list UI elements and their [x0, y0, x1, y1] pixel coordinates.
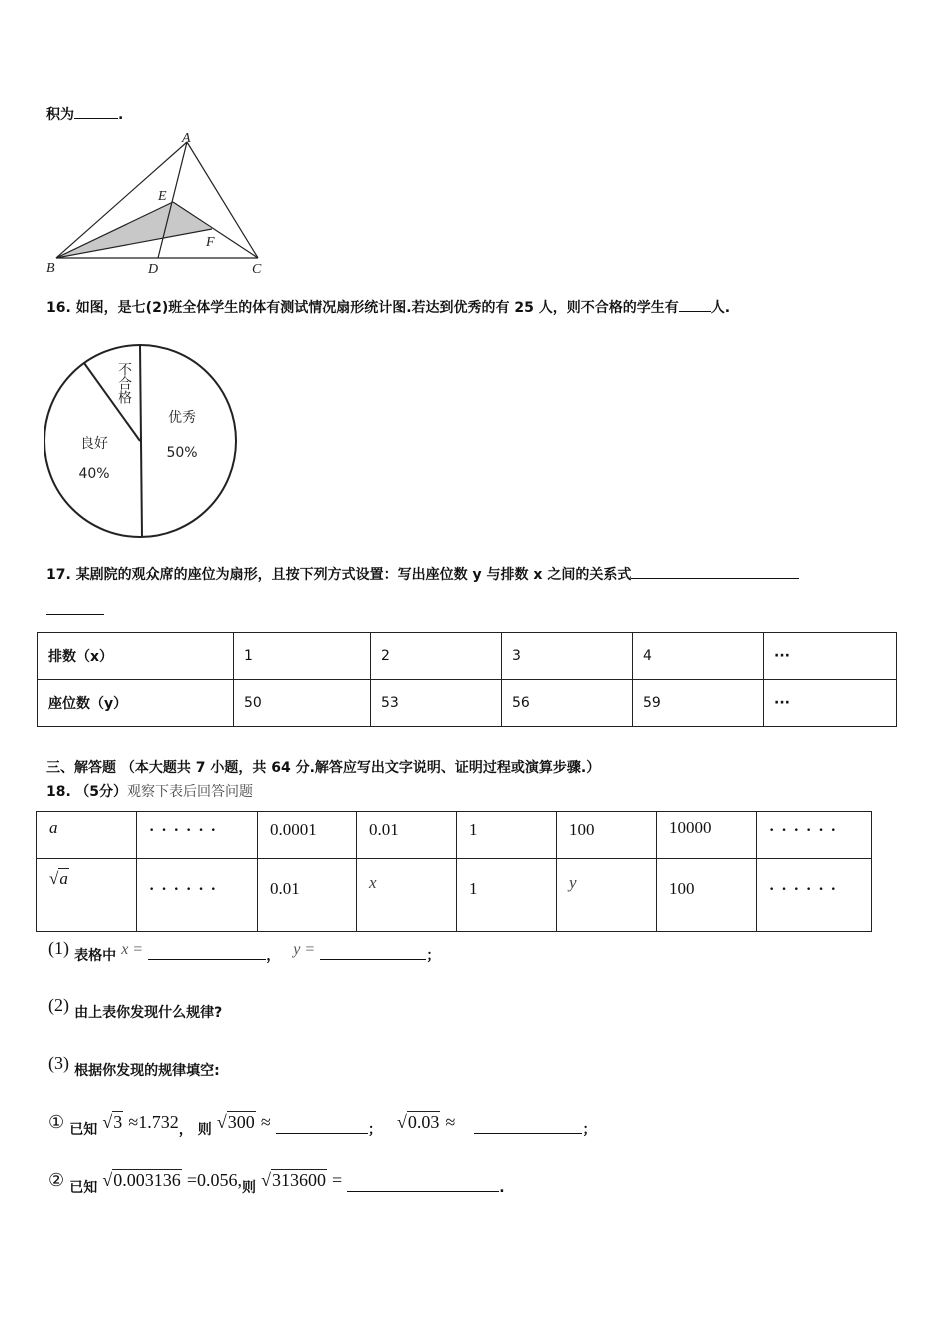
radicand-3: 3: [113, 1112, 123, 1132]
row-label-sqrt-a: √a: [49, 869, 68, 888]
semicolon: ；: [582, 1122, 597, 1138]
sep: ，: [266, 948, 281, 964]
cell: 56: [502, 680, 633, 727]
item1-number: ①: [48, 1112, 65, 1132]
cell: 1: [234, 633, 371, 680]
cell: ······: [769, 881, 844, 898]
cell: ······: [149, 881, 224, 898]
sqrt-table: [36, 811, 872, 932]
answer-blank-q17-line2[interactable]: [46, 600, 104, 615]
cell: 2: [371, 633, 502, 680]
q18-part1: [48, 938, 441, 964]
label-a: A: [182, 131, 191, 146]
q18-number: 18.: [46, 784, 71, 800]
answer-blank-sqrt313600[interactable]: [347, 1177, 499, 1192]
row-label-x: 排数（x）: [38, 633, 234, 680]
table-row: [37, 812, 872, 859]
cell: ···: [764, 633, 897, 680]
section-note: （本大题共 7 小题，共 64 分.解答应写出文字说明、证明过程或演算步骤.）: [120, 760, 601, 776]
section-title: 三、解答题: [46, 760, 116, 776]
then-label: 则: [197, 1122, 212, 1138]
radicand-300: 300: [227, 1112, 255, 1132]
q18-score: （5分）: [75, 784, 128, 800]
cell: 3: [502, 633, 633, 680]
section-3-header: [46, 757, 600, 777]
radicand-313600: 313600: [271, 1170, 326, 1190]
label-f: F: [206, 235, 215, 250]
part1-text: 表格中: [74, 948, 117, 964]
triangle-figure: [40, 130, 280, 280]
q16-unit: 人.: [710, 300, 731, 316]
q16-text: 如图，是七(2)班全体学生的体有测试情况扇形统计图.若达到优秀的有 25 人，则不合格的学生有: [75, 300, 679, 316]
q17-number: 17.: [46, 567, 71, 583]
y-label: y =: [293, 941, 316, 958]
q15-period: .: [118, 107, 124, 123]
cell: ······: [149, 822, 224, 839]
period: .: [499, 1180, 505, 1196]
q18-item2: ② 已知 √0.003136 =0.056,则 √313600 = .: [48, 1170, 505, 1196]
cell: 1: [469, 879, 478, 898]
cell: 0.01: [369, 820, 399, 839]
cell: 1: [469, 820, 478, 839]
label-d: D: [148, 262, 159, 277]
question-16: [46, 297, 730, 317]
equals-sign: =: [332, 1170, 343, 1190]
answer-blank-x[interactable]: [148, 945, 266, 960]
pie-value-good: 40%: [78, 466, 110, 482]
answer-blank-q17-line1[interactable]: [631, 564, 799, 579]
q18-text: 观察下表后回答问题: [127, 784, 254, 800]
cell: 10000: [669, 818, 712, 837]
pie-label-fail: 不合格: [116, 362, 132, 404]
q16-number: 16.: [46, 300, 71, 316]
answer-blank-q15[interactable]: [74, 104, 118, 119]
pie-label-good: 良好: [80, 436, 108, 452]
cell: 100: [569, 820, 595, 839]
cell: 0.01: [270, 879, 300, 898]
answer-blank-y[interactable]: [320, 945, 426, 960]
part3-number: (3): [48, 1053, 69, 1073]
seat-table: [37, 632, 897, 727]
question-18: [46, 781, 253, 801]
known-label: 已知: [69, 1122, 98, 1138]
part2-number: (2): [48, 995, 69, 1015]
part2-text: 由上表你发现什么规律?: [74, 1005, 223, 1021]
cell: 50: [234, 680, 371, 727]
table-row: [38, 680, 897, 727]
cell: 53: [371, 680, 502, 727]
cell: 0.0001: [270, 820, 317, 839]
label-e: E: [158, 189, 167, 204]
end-mark: ；: [426, 948, 441, 964]
row-label-y: 座位数（y）: [38, 680, 234, 727]
then-label: 则: [241, 1180, 256, 1196]
shaded-triangle-bef: [56, 202, 212, 258]
semicolon: ；: [367, 1122, 382, 1138]
q18-part2: [48, 995, 223, 1021]
table-row: [38, 633, 897, 680]
comma: ，: [178, 1122, 193, 1138]
q18-part3: [48, 1053, 220, 1079]
cell: ···: [764, 680, 897, 727]
x-label: x =: [121, 941, 144, 958]
approx-value: ≈1.732: [128, 1112, 179, 1132]
q15-tail: [46, 104, 123, 124]
question-17: [46, 564, 799, 584]
part1-number: (1): [48, 938, 69, 958]
radicand-0003136: 0.003136: [113, 1170, 181, 1190]
pie-label-excellent: 优秀: [168, 410, 196, 426]
item2-number: ②: [48, 1170, 65, 1190]
cell: 100: [669, 879, 695, 898]
cell: ······: [769, 822, 844, 839]
approx-sign: ≈: [445, 1112, 456, 1132]
given-value: =0.056,: [186, 1170, 242, 1190]
table-row: [37, 859, 872, 932]
answer-blank-q16[interactable]: [679, 297, 711, 312]
cell-x: x: [369, 873, 377, 892]
radicand-003: 0.03: [407, 1112, 440, 1132]
label-b: B: [46, 261, 55, 276]
part3-text: 根据你发现的规律填空:: [74, 1063, 220, 1079]
answer-blank-sqrt003[interactable]: [474, 1119, 582, 1134]
cell: 59: [633, 680, 764, 727]
q18-item1: ① 已知 √3 ≈1.732， 则 √300 ≈ ； √0.03 ≈ ；: [48, 1112, 597, 1138]
label-c: C: [252, 262, 262, 277]
q17-text: 某剧院的观众席的座位为扇形，且按下列方式设置：写出座位数 y 与排数 x 之间的关系式: [75, 567, 632, 583]
approx-sign: ≈: [260, 1112, 271, 1132]
cell-y: y: [569, 873, 577, 892]
pie-chart: [44, 340, 244, 542]
q15-text: 积为: [46, 107, 74, 123]
row-label-a: a: [49, 818, 58, 837]
answer-blank-sqrt300[interactable]: [276, 1119, 368, 1134]
cell: 4: [633, 633, 764, 680]
pie-value-excellent: 50%: [166, 445, 198, 461]
known-label: 已知: [69, 1180, 98, 1196]
